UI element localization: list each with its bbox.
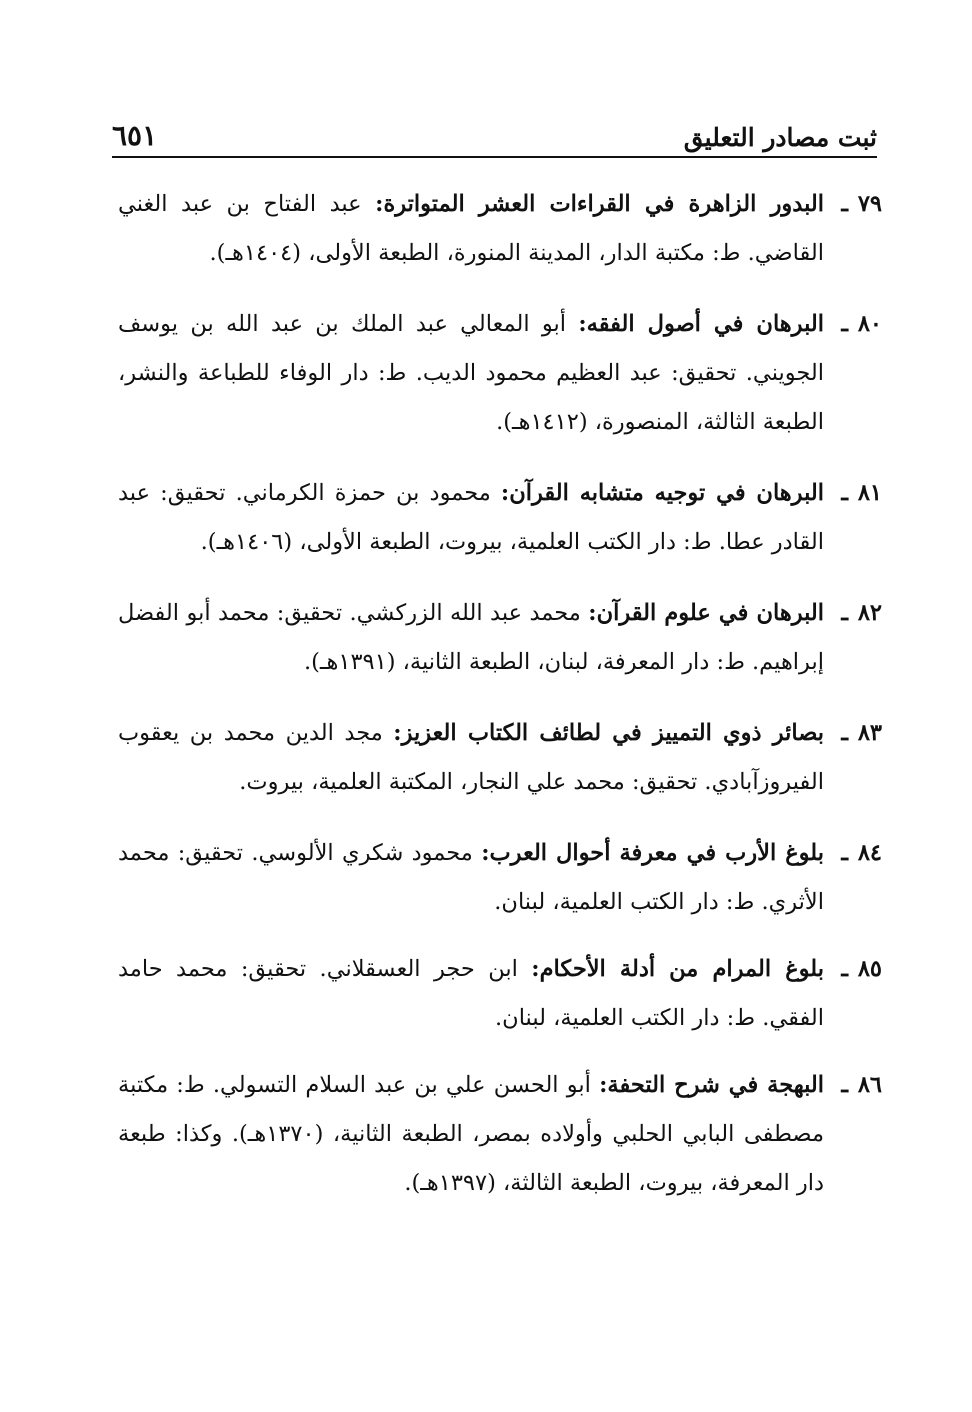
- bibliography-entry: [118, 1061, 882, 1208]
- entry-dash: ـ: [841, 480, 848, 506]
- entry-title: بلوغ الأرب في معرفة أحوال العرب:: [481, 840, 825, 866]
- entry-text: أبو المعالي عبد الملك بن عبد الله بن يوسف الجويني. تحقيق: عبد العظيم محمود الديب. ط: دار الوفاء للطباعة والنشر، الطبعة الثالثة، المنصورة، (١٤١٢هـ).: [118, 311, 824, 435]
- entry-number: ٨٤: [857, 840, 882, 866]
- entry-number: ٨٥: [857, 956, 882, 982]
- entry-title: البرهان في علوم القرآن:: [588, 600, 825, 626]
- entry-dash: ـ: [841, 1072, 848, 1098]
- entry-text: عبد الفتاح بن عبد الغني القاضي. ط: مكتبة الدار، المدينة المنورة، الطبعة الأولى، (١٤٠٤هـ).: [118, 191, 824, 266]
- entry-number: ٨٢: [857, 600, 882, 626]
- bibliography-list: [118, 180, 882, 1208]
- entry-dash: ـ: [841, 956, 848, 982]
- entry-title: البهجة في شرح التحفة:: [599, 1072, 825, 1098]
- entry-number: ٨٠: [857, 311, 882, 337]
- entry-text: مجد الدين محمد بن يعقوب الفيروزآبادي. تحقيق: محمد علي النجار، المكتبة العلمية، بيروت.: [118, 720, 824, 795]
- page-number: ٦٥١: [112, 119, 158, 152]
- page-header: [112, 112, 877, 152]
- bibliography-entry: [118, 300, 882, 447]
- entry-title: البدور الزاهرة في القراءات العشر المتواترة:: [375, 191, 825, 217]
- entry-title: بلوغ المرام من أدلة الأحكام:: [531, 956, 825, 982]
- bibliography-entry: [118, 589, 882, 687]
- entry-title: بصائر ذوي التمييز في لطائف الكتاب العزيز:: [393, 720, 824, 746]
- bibliography-entry: [118, 469, 882, 567]
- entry-dash: ـ: [841, 840, 848, 866]
- entry-text: أبو الحسن علي بن عبد السلام التسولي. ط: مكتبة مصطفى البابي الحلبي وأولاده بمصر، الطبعة الثانية، (١٣٧٠هـ). وكذا: طبعة دار المعرفة، بيروت، الطبعة الثالثة، (١٣٩٧هـ).: [118, 1072, 824, 1196]
- entry-number: ٨١: [857, 480, 882, 506]
- bibliography-entry: [118, 709, 882, 807]
- entry-title: البرهان في توجيه متشابه القرآن:: [500, 480, 824, 506]
- entry-title: البرهان في أصول الفقه:: [578, 311, 824, 337]
- entry-text: ابن حجر العسقلاني. تحقيق: محمد حامد الفقي. ط: دار الكتب العلمية، لبنان.: [118, 956, 824, 1031]
- running-title: ثبت مصادر التعليق: [683, 123, 877, 152]
- entry-dash: ـ: [841, 600, 848, 626]
- entry-dash: ـ: [841, 311, 848, 337]
- bibliography-entry: [118, 829, 882, 927]
- entry-text: محمد عبد الله الزركشي. تحقيق: محمد أبو الفضل إبراهيم. ط: دار المعرفة، لبنان، الطبعة الثانية، (١٣٩١هـ).: [118, 600, 824, 675]
- entry-number: ٧٩: [857, 191, 882, 217]
- entry-text: محمود بن حمزة الكرماني. تحقيق: عبد القادر عطا. ط: دار الكتب العلمية، بيروت، الطبعة الأولى، (١٤٠٦هـ).: [118, 480, 824, 555]
- entry-dash: ـ: [841, 720, 848, 746]
- entry-dash: ـ: [841, 191, 848, 217]
- bibliography-entry: [118, 945, 882, 1043]
- entry-number: ٨٣: [857, 720, 882, 746]
- entry-text: محمود شكري الألوسي. تحقيق: محمد الأثري. ط: دار الكتب العلمية، لبنان.: [118, 840, 824, 915]
- entry-number: ٨٦: [857, 1072, 882, 1098]
- bibliography-entry: [118, 180, 882, 278]
- header-rule: [112, 156, 877, 158]
